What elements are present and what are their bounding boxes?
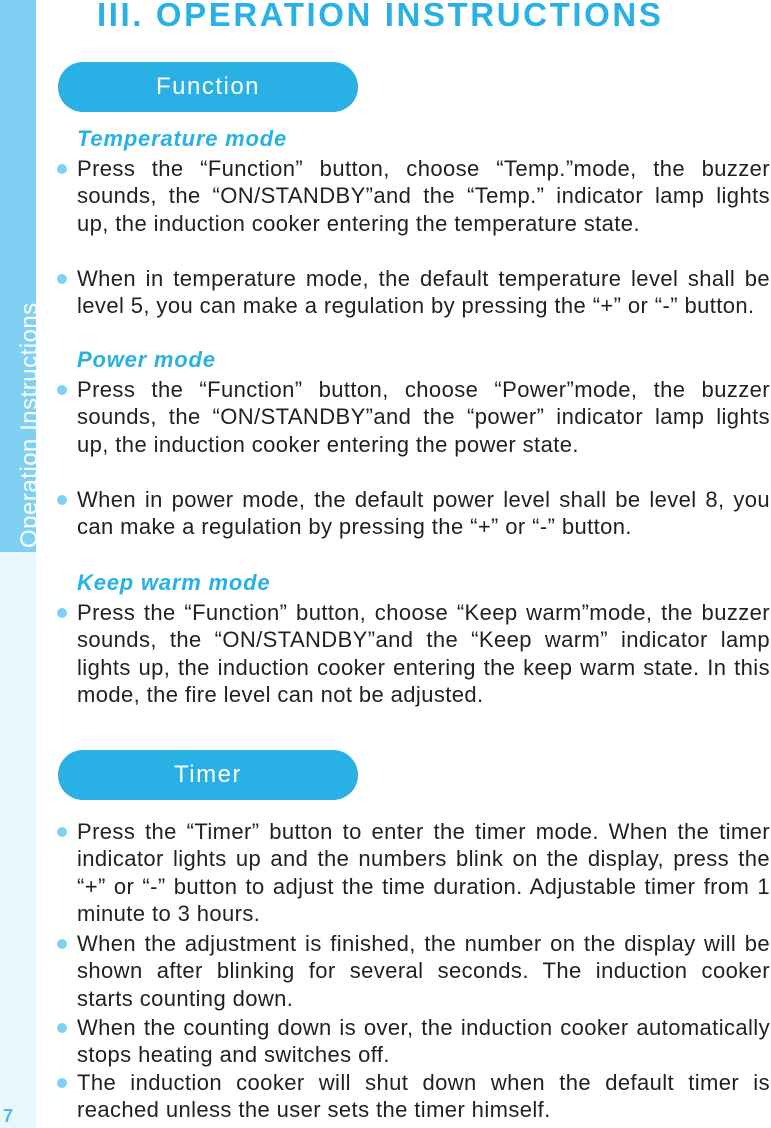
bullet-text: Press the “Function” button, choose “Temp.”mode, the buzzer sounds, the “ON/STANDBY”and the “Temp.” indicator lamp lights up, the induction cooker entering the temperature state. [77, 156, 770, 236]
temperature-mode-heading: Temperature mode [77, 126, 288, 151]
bullet-text: When in power mode, the default power level shall be level 8, you can make a regulation by pressing the “+” or “-” button. [77, 487, 770, 540]
timer-section-label: Timer [58, 750, 358, 800]
list-item [77, 1014, 770, 1069]
list-item [77, 930, 770, 1012]
page-number: 7 [3, 1106, 14, 1126]
list-item [77, 1069, 770, 1124]
bullet-dot-icon [57, 164, 67, 174]
bullet-text: Press the “Function” button, choose “Keep warm”mode, the buzzer sounds, the “ON/STANDBY”and the “Keep warm” indicator lamp lights up, the induction cooker entering the keep warm state. In this mode, the fire level can not be adjusted. [77, 600, 770, 707]
bullet-dot-icon [57, 1023, 67, 1033]
bullet-dot-icon [57, 385, 67, 395]
list-item [77, 265, 770, 320]
bullet-text: When the counting down is over, the induction cooker automatically stops heating and switches off. [77, 1015, 770, 1068]
page-title: III. OPERATION INSTRUCTIONS [97, 0, 664, 33]
side-tab [0, 0, 43, 552]
bullet-dot-icon [57, 827, 67, 837]
list-item [77, 486, 770, 541]
list-item [77, 376, 770, 458]
keep-warm-mode-heading: Keep warm mode [77, 570, 271, 595]
list-item [77, 818, 770, 927]
bullet-dot-icon [57, 495, 67, 505]
bullet-text: When in temperature mode, the default temperature level shall be level 5, you can make a regulation by pressing the “+” or “-” button. [77, 266, 770, 319]
side-tab-label: Operation Instructions [16, 302, 43, 548]
list-item [77, 599, 770, 708]
bullet-text: When the adjustment is finished, the number on the display will be shown after blinking for several seconds. The induction cooker starts counting down. [77, 931, 770, 1011]
function-section-label: Function [58, 62, 358, 112]
bullet-text: The induction cooker will shut down when the default timer is reached unless the user sets the timer himself. [77, 1070, 770, 1123]
bullet-dot-icon [57, 1078, 67, 1088]
bullet-text: Press the “Timer” button to enter the timer mode. When the timer indicator lights up and the numbers blink on the display, press the “+” or “-” button to adjust the time duration. Adjustable timer from 1 minute to 3 hours. [77, 819, 770, 926]
bullet-text: Press the “Function” button, choose “Power”mode, the buzzer sounds, the “ON/STANDBY”and the “power” indicator lamp lights up, the induction cooker entering the power state. [77, 377, 770, 457]
bullet-dot-icon [57, 274, 67, 284]
bullet-dot-icon [57, 939, 67, 949]
bullet-dot-icon [57, 608, 67, 618]
list-item [77, 155, 770, 237]
power-mode-heading: Power mode [77, 347, 216, 372]
